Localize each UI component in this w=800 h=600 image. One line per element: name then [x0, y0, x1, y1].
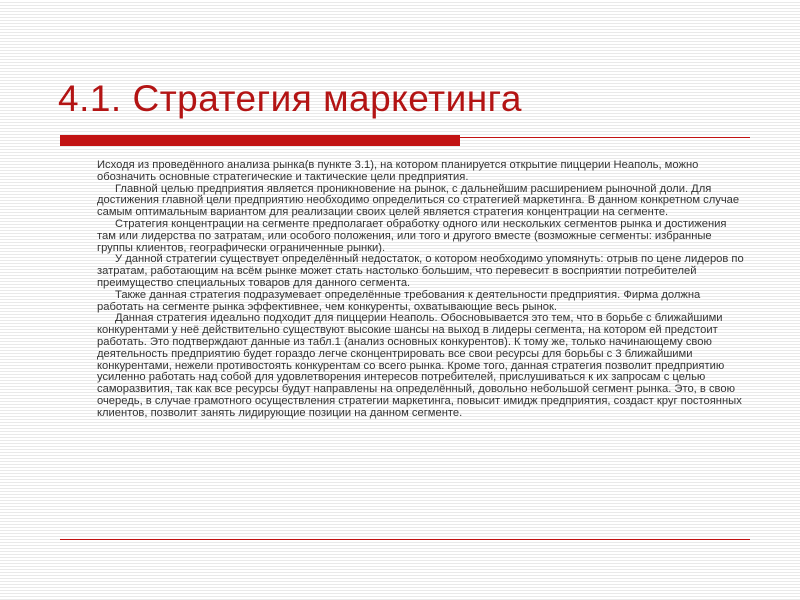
paragraph-justification: Данная стратегия идеально подходит для пиццерии Неаполь. Обосновывается это тем, что в борьбе с ближайшими конкурентами у неё действительно существуют высокие шансы на выход в лидеры сегмента, на котором ей предстоит работать. Это подтверждают данные из табл.1 (анализ основных конкурентов). К тому же, только начинающему свою деятельность предприятию будет гораздо легче сконцентрировать все свои ресурсы для борьбы с 3 ближайшими конкурентами, нежели противостоять конкурентам со всего рынка. Кроме того, данная стратегия позволит предприятию усиленно работать над собой для удовлетворения интересов потребителей, прислушиваться к их запросам с целью саморазвития, так как все ресурсы будут направлены на определённый, довольно небольшой сегмент рынка. Это, в свою очередь, в случае грамотного осуществления стратегии маркетинга, повысит имидж предприятия, создаст круг постоянных клиентов, позволит занять лидирующие позиции на данном сегменте.: [97, 312, 742, 419]
title-underline-thick: [60, 135, 460, 146]
paragraph-main-goal: Главной целью предприятия является проникновение на рынок, с дальнейшим расширением рыночной доли. Для достижения главной цели предприятию необходимо определиться со стратегией маркетинга. В данном конкретном случае самым оптимальным вариантом для реализации своих целей является стратегия концентрации на сегменте.: [97, 182, 740, 219]
slide-body: [97, 160, 747, 420]
paragraph-concentration-strategy: Стратегия концентрации на сегменте предполагает обработку одного или нескольких сегментов рынка и достижения там или лидерства по затратам, или особого положения, или того и другого вместе (возможные сегменты: избранные группы клиентов, географически ограниченные рынки).: [97, 217, 727, 254]
paragraph-intro: Исходя из проведённого анализа рынка(в пункте 3.1), на котором планируется открытие пиццерии Неаполь, можно обозначить основные стратегические и тактические цели предприятия.: [97, 159, 699, 183]
paragraph-requirements: Также данная стратегия подразумевает определённые требования к деятельности предприятия. Фирма должна работать на сегменте рынка эффективнее, чем конкуренты, охватывающие весь рынок.: [97, 288, 701, 313]
bottom-rule: [60, 539, 750, 540]
paragraph-drawback: У данной стратегии существует определённый недостаток, о котором необходимо упомянуть: отрыв по цене лидеров по затратам, работающим на всём рынке может стать настолько большим, что перевесит в восприятии потребителей преимущество специальных товаров для данного сегмента.: [97, 253, 744, 289]
slide-title: 4.1. Стратегия маркетинга: [58, 78, 522, 119]
